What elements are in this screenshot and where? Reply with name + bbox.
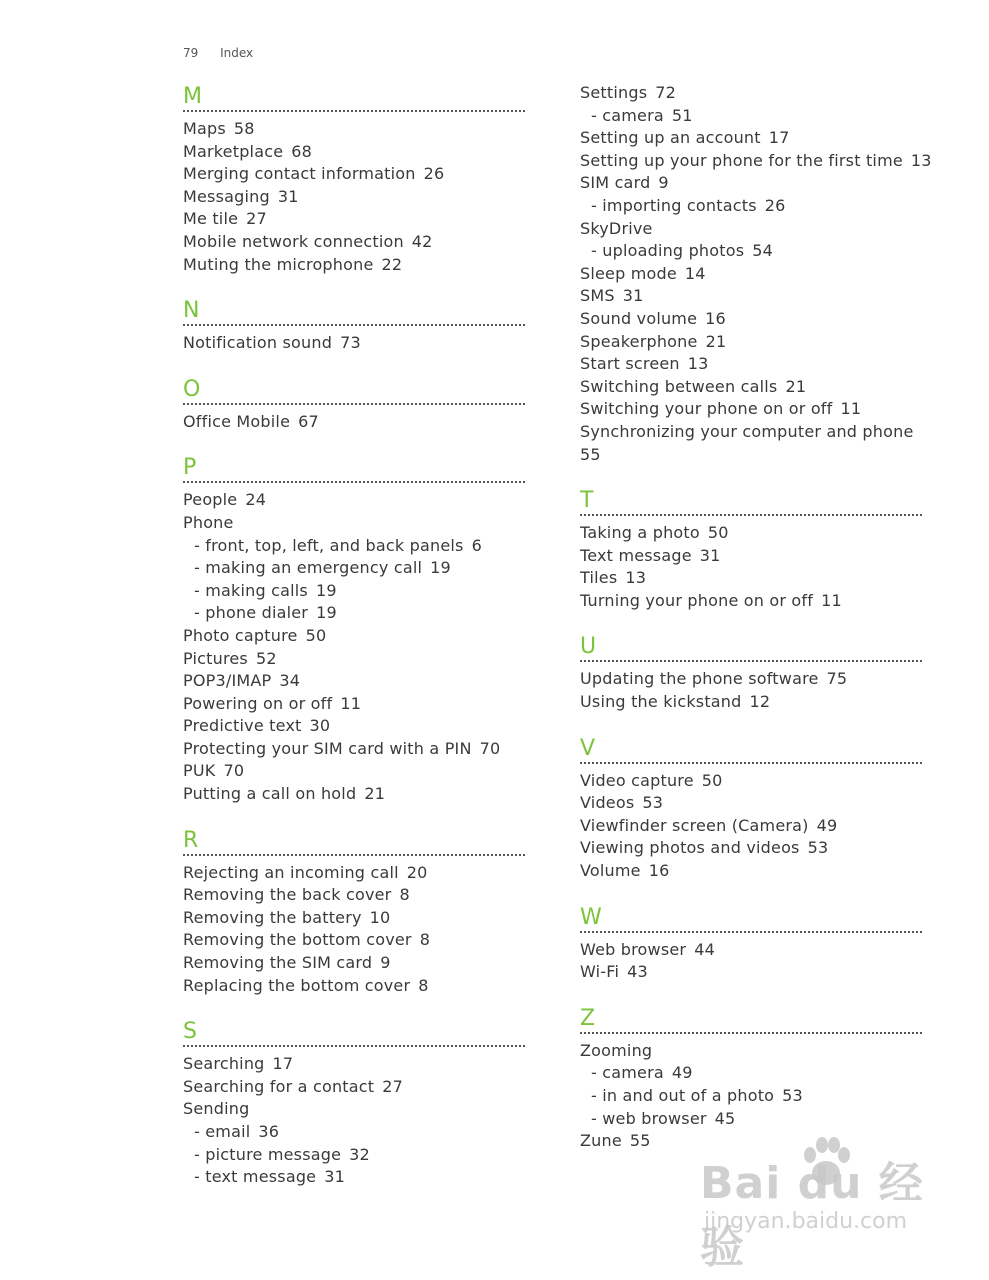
index-section <box>183 1017 525 1189</box>
entry-text: Switching your phone on or off <box>580 399 833 419</box>
entry-page-number: 16 <box>648 861 670 881</box>
section-letter: N <box>183 296 525 326</box>
entry-page-number: 9 <box>380 953 391 973</box>
entry-page-number: 8 <box>419 930 431 950</box>
page-header <box>183 46 271 60</box>
entry-text: Sound volume <box>580 308 698 328</box>
entry-text: Setting up an account <box>580 128 761 148</box>
index-entry <box>580 1040 922 1063</box>
entry-page-number: 53 <box>782 1086 803 1105</box>
entry-page-number: 10 <box>369 907 391 927</box>
entry-text: Putting a call on hold <box>183 784 357 804</box>
entry-text: Sleep mode <box>580 263 677 283</box>
entry-text: Merging contact information <box>183 164 416 184</box>
entry-text: Protecting your SIM card with a PIN <box>183 738 472 758</box>
entry-page-number: 43 <box>627 962 648 982</box>
entry-page-number: 13 <box>687 354 709 374</box>
entry-page-number: 49 <box>816 815 838 835</box>
index-section <box>580 734 922 883</box>
index-section <box>580 486 922 612</box>
section-letter: S <box>183 1017 525 1047</box>
entry-text: Rejecting an incoming call <box>183 862 399 882</box>
entry-text: Pictures <box>183 648 248 668</box>
entry-page-number: 11 <box>340 693 362 713</box>
entry-page-number: 21 <box>785 376 807 396</box>
entry-text: Taking a photo <box>580 523 700 543</box>
entry-page-number: 13 <box>625 568 647 588</box>
watermark-brand: Bai du 经验 <box>700 1158 924 1273</box>
index-subentry <box>183 535 525 558</box>
entry-text: Settings <box>580 83 648 102</box>
entry-page-number: 11 <box>840 399 862 419</box>
entry-text: Synchronizing your computer and phone <box>580 421 914 441</box>
section-letter: W <box>580 903 922 933</box>
index-subentry <box>580 1108 922 1131</box>
entry-page-number: 49 <box>671 1063 693 1083</box>
index-subentry <box>183 1166 525 1189</box>
entry-text: Searching <box>183 1054 265 1074</box>
entry-text: Office Mobile <box>183 411 291 431</box>
index-subentry <box>580 240 922 263</box>
entry-page-number: 52 <box>255 648 277 668</box>
index-subentry <box>183 1144 525 1167</box>
index-entry <box>183 648 525 671</box>
index-entry <box>580 860 922 883</box>
index-section <box>183 826 525 998</box>
index-entry <box>580 837 922 860</box>
index-entry <box>183 489 525 512</box>
entry-text: Marketplace <box>183 141 284 161</box>
index-entry <box>580 939 922 962</box>
index-entry <box>580 567 922 590</box>
entry-text: Setting up your phone for the first time <box>580 150 903 170</box>
index-entry <box>580 444 922 467</box>
entry-text: - importing contacts <box>591 195 757 215</box>
entry-text: - camera <box>591 1063 664 1083</box>
index-entry <box>580 172 922 195</box>
entry-page-number: 42 <box>411 231 433 251</box>
index-entry <box>580 376 922 399</box>
entry-page-number: 50 <box>707 523 729 543</box>
entry-text: Photo capture <box>183 625 298 645</box>
index-section <box>580 632 922 713</box>
index-subentry <box>580 105 922 128</box>
entry-text: - phone dialer <box>194 603 309 623</box>
entry-page-number: 53 <box>642 793 664 813</box>
entry-page-number: 9 <box>658 173 669 193</box>
entry-text: SkyDrive <box>580 218 653 238</box>
entry-text: SMS <box>580 286 615 306</box>
index-entry <box>183 231 525 254</box>
entry-text: - picture message <box>194 1144 342 1164</box>
entry-page-number: 14 <box>684 263 706 283</box>
index-entry <box>580 668 922 691</box>
section-letter: V <box>580 734 922 764</box>
index-entry <box>183 862 525 885</box>
section-letter: O <box>183 375 525 405</box>
index-entry <box>580 398 922 421</box>
index-entry <box>183 1098 525 1121</box>
entry-text: Tiles <box>580 568 618 588</box>
index-entry <box>580 150 932 173</box>
entry-page-number: 24 <box>245 490 267 510</box>
entry-page-number: 16 <box>705 308 726 328</box>
index-entry <box>580 815 922 838</box>
entry-text: - in and out of a photo <box>591 1086 775 1105</box>
index-entry <box>183 141 525 164</box>
index-section <box>183 453 525 805</box>
entry-text: Viewfinder screen (Camera) <box>580 815 809 835</box>
entry-text: Using the kickstand <box>580 692 742 712</box>
index-entry <box>183 738 525 761</box>
entry-text: Viewing photos and videos <box>580 838 800 858</box>
entry-text: Searching for a contact <box>183 1076 375 1096</box>
section-letter: T <box>580 486 922 516</box>
page-number: 79 <box>183 46 199 60</box>
index-section <box>183 82 525 276</box>
index-entry <box>580 961 922 984</box>
entry-text: Phone <box>183 512 234 532</box>
index-entry <box>580 285 922 308</box>
entry-page-number: 44 <box>694 939 715 959</box>
entry-page-number: 53 <box>807 838 829 858</box>
index-entry <box>580 263 922 286</box>
entry-text: SIM card <box>580 173 651 193</box>
index-column-right <box>580 82 932 1153</box>
entry-text: Powering on or off <box>183 693 333 713</box>
entry-text: Zooming <box>580 1040 653 1060</box>
index-entry <box>580 353 922 376</box>
entry-text: - text message <box>194 1167 317 1187</box>
index-section <box>580 82 932 466</box>
entry-text: Web browser <box>580 939 687 959</box>
index-subentry <box>183 580 525 603</box>
section-letter: P <box>183 453 525 483</box>
entry-text: Muting the microphone <box>183 254 374 274</box>
entry-page-number: 26 <box>764 195 786 215</box>
entry-page-number: 75 <box>826 669 848 689</box>
index-entry <box>580 590 922 613</box>
index-entry <box>183 1053 525 1076</box>
entry-page-number: 8 <box>418 975 429 995</box>
entry-text: Mobile network connection <box>183 231 404 251</box>
entry-page-number: 27 <box>382 1076 404 1096</box>
index-entry <box>580 127 922 150</box>
index-section <box>580 1004 922 1153</box>
index-entry <box>183 952 525 975</box>
entry-page-number: 70 <box>479 738 501 758</box>
entry-text: Speakerphone <box>580 331 698 351</box>
index-subentry <box>580 1085 922 1108</box>
entry-page-number: 8 <box>399 885 410 905</box>
entry-page-number: 21 <box>364 784 386 804</box>
section-letter: M <box>183 82 525 112</box>
entry-page-number: 55 <box>629 1131 651 1151</box>
watermark-url: jingyan.baidu.com <box>704 1209 908 1234</box>
entry-text: Replacing the bottom cover <box>183 975 411 995</box>
entry-text: Me tile <box>183 209 239 229</box>
entry-text: Switching between calls <box>580 376 778 396</box>
entry-page-number: 67 <box>298 411 319 431</box>
entry-text: Videos <box>580 793 635 813</box>
entry-page-number: 22 <box>381 254 403 274</box>
entry-page-number: 6 <box>471 535 482 555</box>
entry-page-number: 30 <box>309 716 331 736</box>
entry-text: - web browser <box>591 1108 707 1128</box>
entry-page-number: 11 <box>821 590 842 610</box>
index-section <box>580 903 922 984</box>
index-entry <box>580 331 922 354</box>
entry-text: Start screen <box>580 354 680 374</box>
entry-text: Updating the phone software <box>580 669 819 689</box>
baidu-watermark <box>700 1135 940 1273</box>
section-letter: Z <box>580 1004 922 1034</box>
entry-page-number: 21 <box>705 331 727 351</box>
entry-text: - camera <box>591 105 664 125</box>
index-entry <box>580 545 922 568</box>
index-entry <box>183 783 525 806</box>
index-entry <box>183 254 525 277</box>
entry-text: People <box>183 490 238 510</box>
entry-text: - email <box>194 1122 251 1141</box>
entry-page-number: 72 <box>655 83 676 102</box>
entry-text: Text message <box>580 545 692 565</box>
index-entry <box>183 975 525 998</box>
index-entry <box>183 118 525 141</box>
entry-text: - front, top, left, and back panels <box>194 535 464 555</box>
entry-text: Removing the bottom cover <box>183 930 412 950</box>
index-entry <box>183 929 525 952</box>
entry-page-number: 68 <box>291 141 313 161</box>
entry-page-number: 20 <box>406 862 428 882</box>
entry-page-number: 70 <box>223 761 245 781</box>
index-section <box>183 296 525 355</box>
index-entry <box>183 884 525 907</box>
index-entry <box>183 760 525 783</box>
entry-page-number: 19 <box>316 603 337 623</box>
entry-page-number: 19 <box>430 558 451 578</box>
entry-page-number: 19 <box>315 580 337 600</box>
entry-text: PUK <box>183 761 216 781</box>
entry-page-number: 31 <box>277 186 299 206</box>
index-entry <box>183 411 525 434</box>
entry-page-number: 17 <box>768 128 790 148</box>
entry-text: Notification sound <box>183 333 333 353</box>
entry-page-number: 27 <box>246 209 267 229</box>
entry-text: Turning your phone on or off <box>580 590 814 610</box>
entry-text: Wi-Fi <box>580 962 620 982</box>
index-subentry <box>183 1121 525 1144</box>
entry-page-number: 34 <box>279 671 301 691</box>
index-entry <box>183 332 525 355</box>
entry-page-number: 73 <box>340 333 361 353</box>
section-letter: R <box>183 826 525 856</box>
entry-text: - making calls <box>194 580 308 600</box>
index-entry <box>183 208 525 231</box>
entry-page-number: 31 <box>622 286 644 306</box>
index-entry <box>183 1076 525 1099</box>
index-entry <box>183 163 525 186</box>
entry-text: Sending <box>183 1099 250 1119</box>
running-title: Index <box>220 46 254 60</box>
entry-page-number: 31 <box>699 545 721 565</box>
entry-text: Video capture <box>580 770 694 790</box>
index-entry <box>580 308 922 331</box>
index-entry <box>183 625 525 648</box>
index-column-left <box>183 82 525 1189</box>
entry-text: Zune <box>580 1131 622 1151</box>
entry-page-number: 12 <box>749 692 771 712</box>
index-entry <box>580 691 922 714</box>
index-entry <box>580 218 922 241</box>
index-section <box>183 375 525 434</box>
entry-page-number: 26 <box>423 164 445 184</box>
index-subentry <box>183 602 525 625</box>
entry-page-number: 54 <box>752 241 774 261</box>
index-entry <box>580 82 922 105</box>
entry-page-number: 45 <box>714 1108 736 1128</box>
entry-text: Volume <box>580 861 641 881</box>
entry-text: Removing the back cover <box>183 885 392 905</box>
index-entry <box>183 670 525 693</box>
entry-page-number: 13 <box>910 150 932 170</box>
index-subentry <box>183 557 525 580</box>
entry-text: Removing the SIM card <box>183 953 373 973</box>
index-entry <box>183 715 525 738</box>
entry-text: Messaging <box>183 186 270 206</box>
index-entry <box>580 792 922 815</box>
index-subentry <box>580 1062 922 1085</box>
entry-text: Maps <box>183 119 226 138</box>
entry-page-number: 58 <box>233 119 255 138</box>
entry-text: Removing the battery <box>183 907 362 927</box>
index-subentry <box>580 195 922 218</box>
index-entry <box>580 522 922 545</box>
entry-text: - uploading photos <box>591 241 745 261</box>
section-letter: U <box>580 632 922 662</box>
index-entry <box>580 770 922 793</box>
index-entry <box>183 512 525 535</box>
entry-page-number: 32 <box>349 1144 370 1164</box>
entry-text: Predictive text <box>183 716 302 736</box>
index-entry <box>183 907 525 930</box>
entry-text: - making an emergency call <box>194 558 423 578</box>
entry-text: 55 <box>580 444 601 464</box>
entry-page-number: 51 <box>671 105 693 125</box>
index-entry <box>183 693 525 716</box>
index-entry <box>580 421 922 444</box>
entry-page-number: 31 <box>324 1167 345 1187</box>
index-entry <box>183 186 525 209</box>
entry-page-number: 17 <box>272 1054 294 1074</box>
entry-page-number: 36 <box>258 1122 280 1141</box>
entry-page-number: 50 <box>701 770 723 790</box>
entry-text: POP3/IMAP <box>183 671 272 691</box>
entry-page-number: 50 <box>305 625 327 645</box>
